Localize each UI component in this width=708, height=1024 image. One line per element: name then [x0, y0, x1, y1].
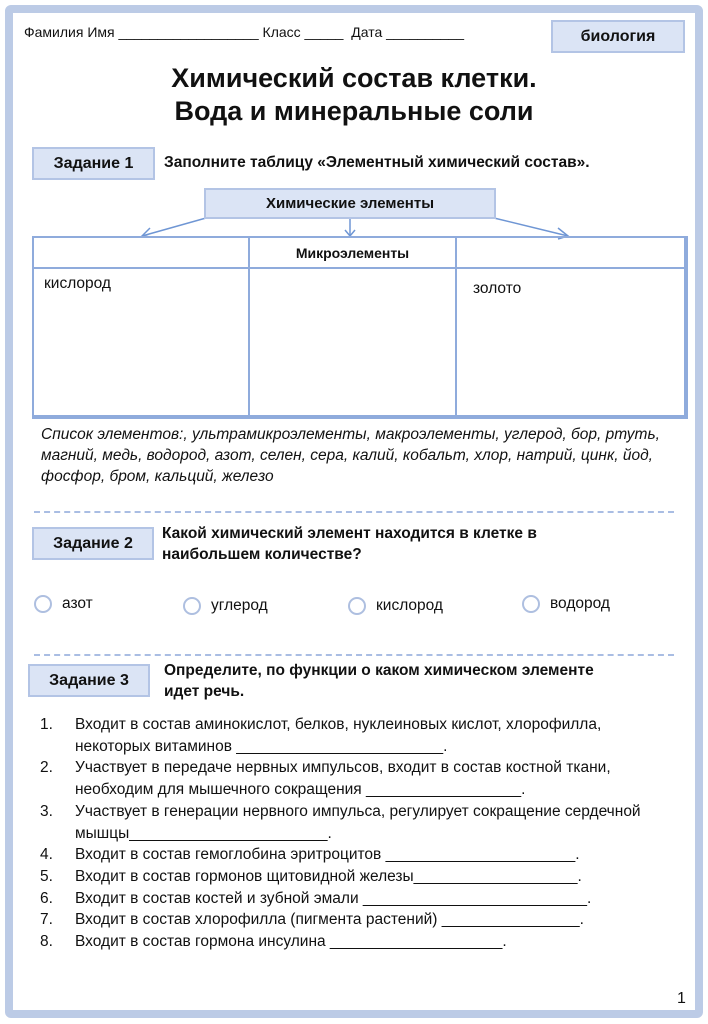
radio-icon[interactable]: [183, 597, 201, 615]
item-number: 5.: [40, 867, 53, 885]
option-hydrogen[interactable]: [522, 595, 610, 613]
item-text: Входит в состав аминокислот, белков, нуклеиновых кислот, хлорофилла, некоторых витаминов ________________________.: [75, 716, 602, 755]
list-item: [40, 909, 680, 931]
list-item: [40, 866, 680, 888]
cell-micro[interactable]: [248, 267, 457, 419]
question-list: [40, 714, 680, 953]
header-cell-1: [32, 236, 250, 269]
task2-text: Какой химический элемент находится в клетке в наибольшем количестве?: [162, 525, 537, 563]
radio-icon[interactable]: [348, 597, 366, 615]
list-item: [40, 714, 680, 757]
arrow-left-icon: [142, 218, 206, 236]
subject-badge: биология: [551, 20, 685, 53]
item-number: 4.: [40, 846, 53, 864]
list-item: [40, 931, 680, 953]
header-cell-micro: Микроэлементы: [248, 236, 457, 269]
item-number: 3.: [40, 802, 53, 820]
item-number: 7.: [40, 911, 53, 929]
list-item: [40, 757, 680, 800]
list-item: [40, 801, 680, 844]
arrow-right-icon: [494, 218, 568, 236]
student-info-line: Фамилия Имя __________________ Класс _____ Дата __________: [24, 24, 464, 40]
item-number: 1.: [40, 716, 53, 733]
elements-table: [32, 236, 686, 417]
option-label: кислород: [376, 597, 443, 614]
item-number: 8.: [40, 933, 53, 951]
option-oxygen[interactable]: [348, 597, 443, 615]
item-text: Участвует в передаче нервных импульсов, входит в состав костной ткани, необходим для мышечного сокращения __________________.: [75, 759, 611, 799]
radio-icon[interactable]: [522, 595, 540, 613]
element-list: Список элементов:, ультрамикроэлементы, макроэлементы, углерод, бор, ртуть, магний, медь, водород, азот, селен, сера, калий, кобальт, хлор, натрий, цинк, йод, фосфор, бром, кальций, железо: [41, 426, 660, 485]
list-item: [40, 888, 680, 910]
option-carbon[interactable]: [183, 597, 268, 615]
item-text: Входит в состав костей и зубной эмали __________________________.: [75, 889, 592, 907]
item-text: Входит в состав гормонов щитовидной железы___________________.: [75, 867, 582, 885]
task1-label: Задание 1: [32, 147, 155, 180]
cell-ultramicro[interactable]: золото: [455, 267, 688, 419]
task3-label: Задание 3: [28, 664, 150, 697]
item-text: Входит в состав хлорофилла (пигмента растений) ________________.: [75, 911, 584, 929]
page-number: 1: [677, 990, 686, 1007]
root-box: Химические элементы: [204, 188, 496, 219]
item-number: 2.: [40, 759, 53, 777]
title-line-2: Вода и минеральные соли: [174, 96, 534, 126]
list-item: [40, 844, 680, 866]
option-label: углерод: [211, 597, 268, 614]
cell-macro[interactable]: кислород: [32, 267, 250, 419]
task2-label: Задание 2: [32, 527, 154, 560]
task3-text: Определите, по функции о каком химическом элементе идет речь.: [164, 662, 594, 700]
divider: [34, 654, 674, 656]
option-label: азот: [62, 595, 93, 612]
divider: [34, 511, 674, 513]
header-cell-3: [455, 236, 688, 269]
item-number: 6.: [40, 889, 53, 907]
arrows: [0, 0, 708, 260]
item-text: Входит в состав гемоглобина эритроцитов ______________________.: [75, 846, 580, 864]
radio-icon[interactable]: [34, 595, 52, 613]
option-label: водород: [550, 595, 610, 612]
item-text: Входит в состав гормона инсулина ____________________.: [75, 933, 507, 951]
item-text: Участвует в генерации нервного импульса, регулирует сокращение сердечной мышцы_______________________.: [75, 802, 641, 842]
option-nitrogen[interactable]: [34, 595, 93, 613]
title-line-1: Химический состав клетки.: [171, 63, 537, 93]
task1-text: Заполните таблицу «Элементный химический состав».: [164, 154, 590, 171]
